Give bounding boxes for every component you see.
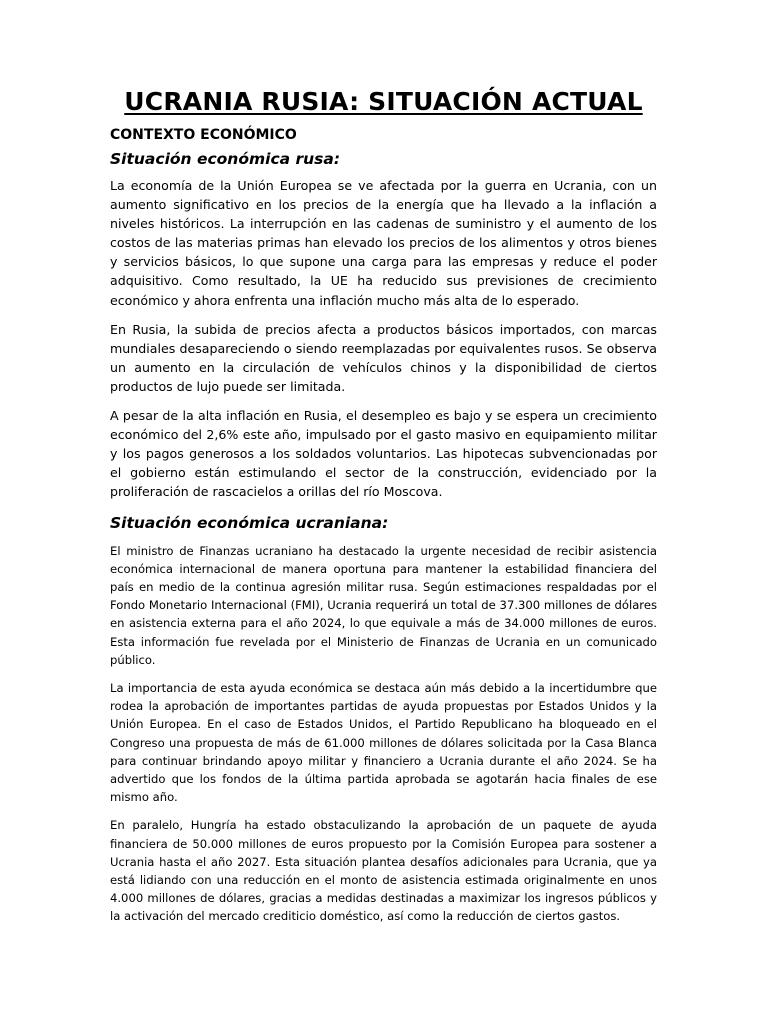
document-title: UCRANIA RUSIA: SITUACIÓN ACTUAL bbox=[124, 87, 643, 116]
paragraph: A pesar de la alta inflación en Rusia, el desempleo es bajo y se espera un crecimiento económico del 2,6% este año, impulsado por el gasto masivo en equipamiento militar y los pagos generosos a los soldados voluntarios. Las hipotecas subvencionadas por el gobierno están estimulando el sector de la construcción, evidenciado por la proliferación de rascacielos a orillas del río Moscova. bbox=[110, 408, 657, 500]
paragraph: La importancia de esta ayuda económica se destaca aún más debido a la incertidumbre que rodea la aprobación de importantes partidas de ayuda propuestas por Estados Unidos y la Unión Europea. En el caso de Estados Unidos, el Partido Republicano ha bloqueado en el Congreso una propuesta de más de 61.000 millones de dólares solicitada por la Casa Blanca para continuar brindando apoyo militar y financiero a Ucrania durante el año 2024. Se ha advertido que los fondos de la última partida aprobada se agotarán hacia finales de ese mismo año. bbox=[110, 680, 657, 805]
section-heading: CONTEXTO ECONÓMICO bbox=[110, 127, 297, 143]
paragraph: En paralelo, Hungría ha estado obstaculizando la aprobación de un paquete de ayuda financiera de 50.000 millones de euros propuesto por la Comisión Europea para sostener a Ucrania hasta el año 2027. Esta situación plantea desafíos adicionales para Ucrania, que ya está lidiando con una reducción en el monto de asistencia estimada originalmente en unos 4.000 millones de dólares, gracias a medidas destinadas a maximizar los ingresos públicos y la activación del mercado crediticio doméstico, así como la reducción de ciertos gastos. bbox=[110, 818, 657, 924]
paragraph: En Rusia, la subida de precios afecta a productos básicos importados, con marcas mundiales desapareciendo o siendo reemplazadas por equivalentes rusos. Se observa un aumento en la circulación de vehículos chinos y la disponibilidad de ciertos productos de lujo puede ser limitada. bbox=[110, 321, 657, 394]
paragraph: El ministro de Finanzas ucraniano ha destacado la urgente necesidad de recibir asistencia económica internacional de manera oportuna para mantener la estabilidad financiera del país en medio de la continua agresión militar rusa. Según estimaciones respaldadas por el Fondo Monetario Internacional (FMI), Ucrania requerirá un total de 37.300 millones de dólares en asistencia externa para el año 2024, lo que equivale a más de 34.000 millones de euros. Esta información fue revelada por el Ministerio de Finanzas de Ucrania en un comunicado público. bbox=[110, 543, 657, 667]
paragraph: La economía de la Unión Europea se ve afectada por la guerra en Ucrania, con un aumento significativo en los precios de la energía que ha llevado a la inflación a niveles históricos. La interrupción en las cadenas de suministro y el aumento de los costos de las materias primas han elevado los precios de los alimentos y otros bienes y servicios básicos, lo que supone una carga para las empresas y reduce el poder adquisitivo. Como resultado, la UE ha reducido sus previsiones de crecimiento económico y ahora enfrenta una inflación mucho más alta de lo esperado. bbox=[110, 178, 657, 308]
subheading-ukraine: Situación económica ucraniana: bbox=[110, 513, 389, 532]
subheading-russia: Situación económica rusa: bbox=[110, 150, 341, 168]
document-page bbox=[110, 84, 657, 936]
